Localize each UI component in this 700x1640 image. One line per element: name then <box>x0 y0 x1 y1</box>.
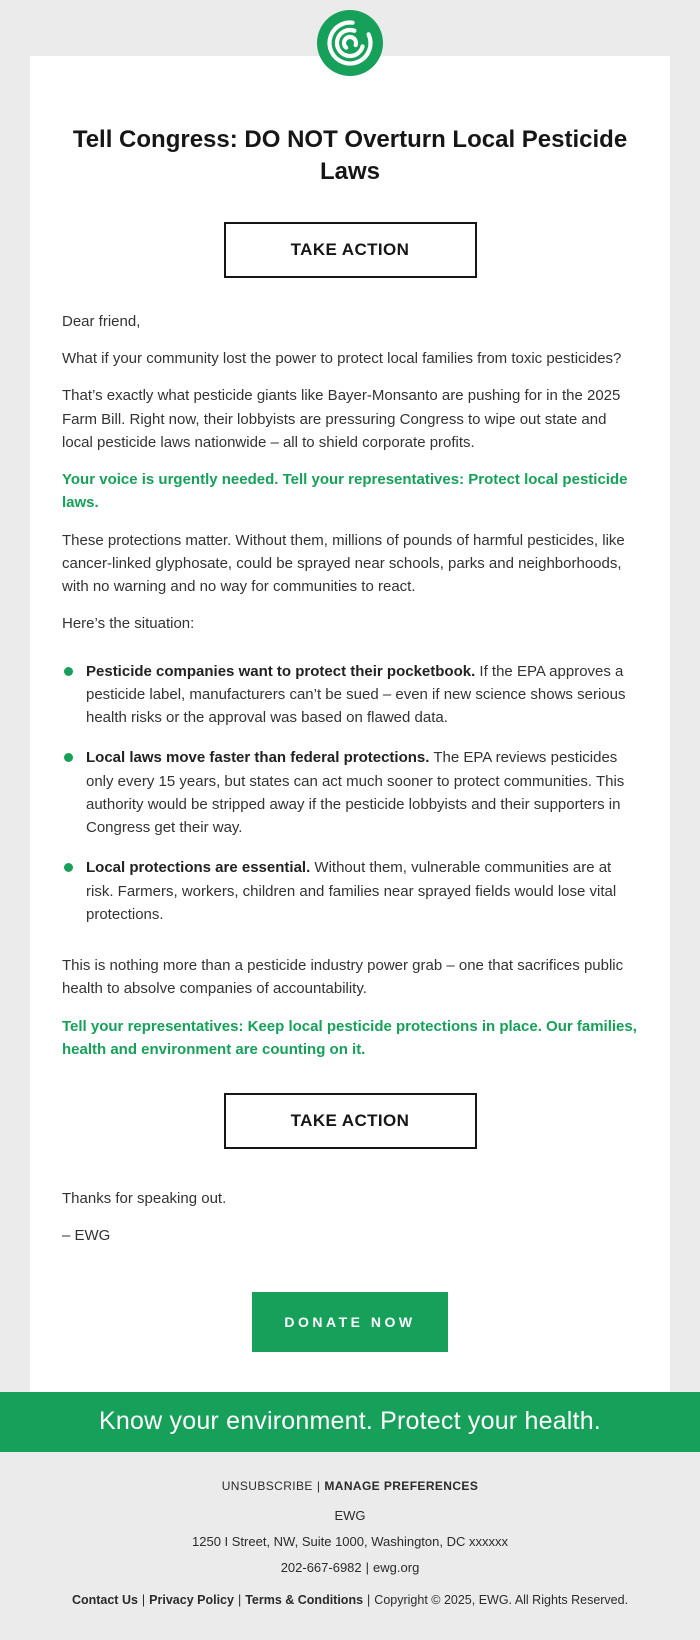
unsubscribe-link[interactable]: UNSUBSCRIBE <box>221 1478 313 1493</box>
take-action-button-bottom[interactable]: TAKE ACTION <box>224 1093 477 1149</box>
separator: | <box>365 1559 370 1575</box>
bullet-bold-text: Local laws move faster than federal protections. <box>86 749 430 767</box>
separator: | <box>316 1478 321 1493</box>
contact-row <box>20 1559 680 1578</box>
bullet-icon <box>64 863 73 872</box>
manage-preferences-link[interactable]: MANAGE PREFERENCES <box>324 1478 479 1493</box>
ewg-logo-icon <box>317 10 383 76</box>
page-title: Tell Congress: DO NOT Overturn Local Pesticide Laws <box>72 126 628 185</box>
email-page <box>0 10 700 1640</box>
website-link[interactable]: ewg.org <box>373 1559 420 1575</box>
bullet-icon <box>64 753 73 762</box>
tagline-banner <box>0 1392 700 1452</box>
bullet-text: If the EPA approves a pesticide label, manufacturers can’t be sued – even if new science shows serious health risks or the approval was based on flawed data. <box>86 662 626 727</box>
separator: | <box>141 1593 146 1608</box>
separator: | <box>367 1593 371 1608</box>
paragraph-3: These protections matter. Without them, millions of pounds of harmful pesticides, like cancer-linked glyphosate, could be sprayed near schools, parks and neighborhoods, with no warning and no way for communities to react. <box>62 531 625 596</box>
callout-2: Tell your representatives: Keep local pesticide protections in place. Our families, health and environment are counting on it. <box>62 1017 637 1058</box>
donate-now-button[interactable]: DONATE NOW <box>252 1292 448 1352</box>
callout-1: Your voice is urgently needed. Tell your representatives: Protect local pesticide laws. <box>62 471 628 512</box>
contact-us-link[interactable]: Contact Us <box>71 1593 138 1608</box>
paragraph-2: That’s exactly what pesticide giants like Bayer-Monsanto are pushing for in the 2025 Farm Bill. Right now, their lobbyists are pressuring Congress to wipe out state and local pesticide laws nationwide – all to shield corporate profits. <box>62 387 621 451</box>
separator: | <box>237 1593 242 1608</box>
tagline-text: Know your environment. Protect your health. <box>99 1407 601 1436</box>
paragraph-5: This is nothing more than a pesticide industry power grab – one that sacrifices public health to absolve companies of accountability. <box>62 957 624 998</box>
bullet-list <box>62 660 638 927</box>
paragraph-1: What if your community lost the power to protect local families from toxic pesticides? <box>62 350 622 368</box>
email-footer <box>0 1452 700 1640</box>
bullet-text: Without them, vulnerable communities are at risk. Farmers, workers, children and families near sprayed fields would lose vital protections. <box>86 859 617 923</box>
org-address: 1250 I Street, NW, Suite 1000, Washington, DC xxxxxx <box>192 1533 508 1549</box>
bullet-bold-text: Pesticide companies want to protect their pocketbook. <box>86 662 476 680</box>
email-card <box>30 56 670 1392</box>
privacy-policy-link[interactable]: Privacy Policy <box>149 1593 234 1608</box>
legal-row <box>20 1591 680 1609</box>
list-item <box>62 746 638 839</box>
phone-number: 202-667-6982 <box>280 1559 362 1575</box>
preferences-row <box>20 1478 680 1495</box>
bullet-bold-text: Local protections are essential. <box>86 859 311 877</box>
copyright-text: Copyright © 2025, EWG. All Rights Reserved. <box>374 1593 629 1608</box>
paragraph-4: Here’s the situation: <box>62 615 195 633</box>
closing-signature: – EWG <box>62 1227 111 1245</box>
greeting: Dear friend, <box>62 312 141 330</box>
bullet-text: The EPA reviews pesticides only every 15 years, but states can act much sooner to protect communities. This authority would be stripped away if the pesticide lobbyists and their supporters in Congress get their way. <box>86 749 625 837</box>
bullet-icon <box>64 667 73 676</box>
list-item <box>62 856 638 926</box>
list-item <box>62 660 638 730</box>
closing-thanks: Thanks for speaking out. <box>62 1190 227 1208</box>
take-action-button-top[interactable]: TAKE ACTION <box>224 222 477 278</box>
org-name: EWG <box>334 1507 366 1523</box>
terms-conditions-link[interactable]: Terms & Conditions <box>245 1593 364 1608</box>
ewg-logo[interactable] <box>317 10 383 76</box>
